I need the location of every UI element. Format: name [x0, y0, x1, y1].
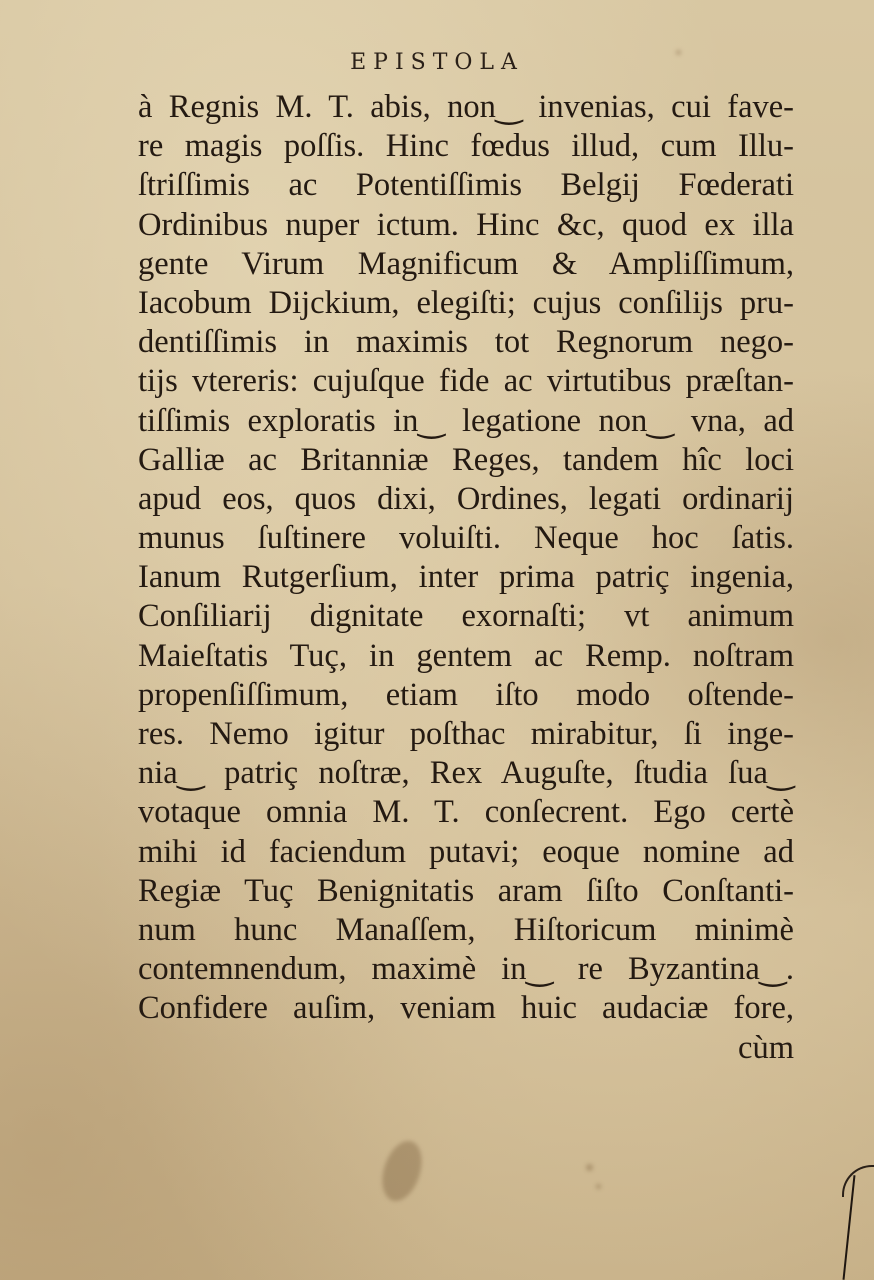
- text-line: à Regnis M. T. abis, non‿ invenias, cui fave-: [138, 89, 794, 125]
- paper-spot: [586, 1164, 593, 1171]
- text-line: Maieſtatis Tuç, in gentem ac Remp. noſtram: [138, 637, 794, 674]
- text-line: Confidere auſim, veniam huic audaciæ fore,: [138, 990, 794, 1027]
- body-text: [138, 88, 794, 1068]
- text-line: gente Virum Magnificum & Ampliſſimum,: [138, 245, 794, 282]
- running-head: EPISTOLA: [350, 50, 524, 75]
- text-line: num hunc Manaſſem, Hiſtoricum minimè: [138, 911, 794, 948]
- page-edge-curl: [842, 1165, 874, 1197]
- text-line: Galliæ ac Britanniæ Reges, tandem hîc loci: [138, 441, 794, 478]
- paper-stain: [375, 1136, 428, 1206]
- text-line: munus ſuſtinere voluiſti. Neque hoc ſatis.: [138, 520, 794, 557]
- text-line: res. Nemo igitur poſthac mirabitur, ſi inge-: [138, 716, 794, 752]
- text-line: propenſiſſimum, etiam iſto modo oſtende-: [138, 676, 794, 713]
- text-line: Ordinibus nuper ictum. Hinc &c, quod ex illa: [138, 206, 794, 243]
- text-line: contemnendum, maximè in‿ re Byzantina‿.: [138, 951, 794, 988]
- text-line: Iacobum Dijckium, elegiſti; cujus conſilijs pru-: [138, 284, 794, 321]
- paper-spot: [596, 1184, 601, 1189]
- text-line: Regiæ Tuç Benignitatis aram ſiſto Conſtanti-: [138, 872, 794, 909]
- text-line: Conſiliarij dignitate exornaſti; vt animum: [138, 598, 794, 635]
- text-line: votaque omnia M. T. conſecrent. Ego certè: [138, 794, 794, 831]
- text-line: Ianum Rutgerſium, inter prima patriç ingenia,: [138, 559, 794, 596]
- catchword: cùm: [738, 1029, 794, 1066]
- text-line: ſtriſſimis ac Potentiſſimis Belgij Fœderati: [138, 167, 794, 204]
- text-line: apud eos, quos dixi, Ordines, legati ordinarij: [138, 480, 794, 517]
- text-line: mihi id faciendum putavi; eoque nomine ad: [138, 833, 794, 870]
- text-line: dentiſſimis in maximis tot Regnorum nego-: [138, 324, 794, 361]
- text-line: re magis poſſis. Hinc fœdus illud, cum Illu-: [138, 128, 794, 165]
- text-line: tiſſimis exploratis in‿ legatione non‿ vna, ad: [138, 402, 794, 439]
- text-line: nia‿ patriç noſtræ, Rex Auguſte, ſtudia ſua‿: [138, 755, 794, 792]
- text-line: tijs vtereris: cujuſque fide ac virtutibus præſtan-: [138, 363, 794, 400]
